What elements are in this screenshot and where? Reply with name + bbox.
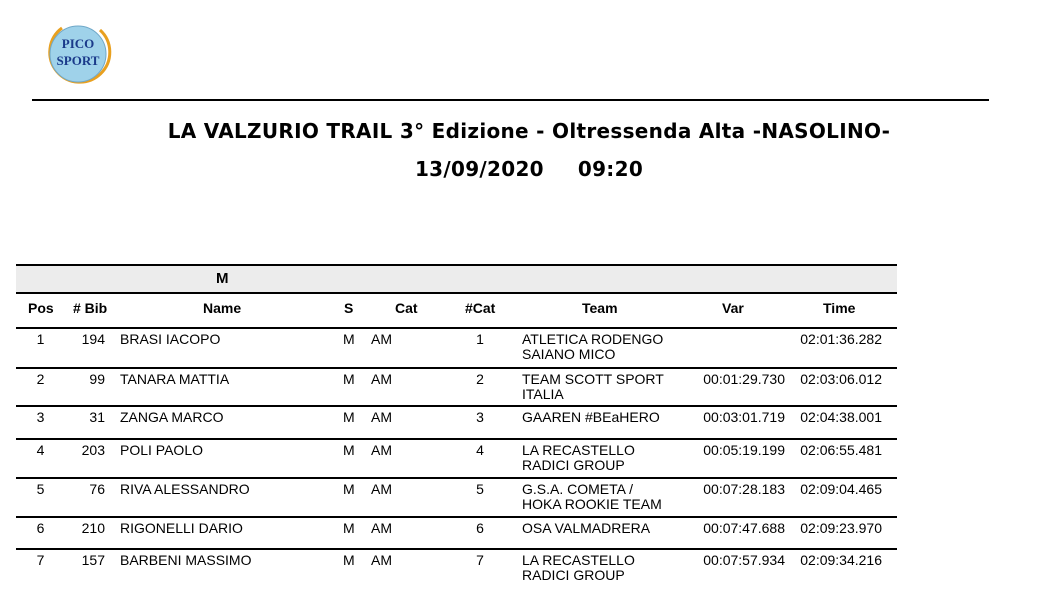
col-time: Time xyxy=(823,300,856,316)
cell-bib: 76 xyxy=(89,481,105,497)
cell-var: 00:07:47.688 xyxy=(703,520,785,536)
cell-sex: M xyxy=(343,371,355,387)
cell-name: BARBENI MASSIMO xyxy=(120,552,252,568)
cell-bib: 210 xyxy=(81,520,105,536)
cell-sex: M xyxy=(343,552,355,568)
cell-var: 00:07:57.934 xyxy=(703,552,785,568)
cell-bib: 203 xyxy=(81,442,105,458)
cell-cat-rank: 1 xyxy=(476,331,484,347)
cell-cat: AM xyxy=(371,520,392,536)
col-name: Name xyxy=(203,300,242,316)
pico-sport-logo xyxy=(42,20,114,86)
cell-var: 00:03:01.719 xyxy=(703,409,785,425)
cell-name: RIGONELLI DARIO xyxy=(120,520,243,536)
cell-time: 02:09:04.465 xyxy=(800,481,882,497)
cell-pos: 7 xyxy=(36,552,45,568)
cell-sex: M xyxy=(343,409,355,425)
cell-team xyxy=(522,410,687,425)
cell-cat-rank: 6 xyxy=(476,520,484,536)
cell-team xyxy=(522,553,687,583)
event-time: 09:20 xyxy=(577,157,644,181)
event-title: LA VALZURIO TRAIL 3° Edizione - Oltressenda Alta -NASOLINO- xyxy=(167,119,891,143)
table-row xyxy=(16,518,897,550)
cell-cat-rank: 5 xyxy=(476,481,484,497)
cell-cat-rank: 7 xyxy=(476,552,484,568)
event-date: 13/09/2020 xyxy=(414,157,544,181)
team-line-1: OSA VALMADRERA xyxy=(522,520,651,536)
cell-bib: 194 xyxy=(81,331,105,347)
team-line-1: G.S.A. COMETA / xyxy=(522,481,633,497)
table-row xyxy=(16,550,897,590)
cell-pos: 2 xyxy=(36,371,45,387)
table-row xyxy=(16,479,897,518)
category-label: M xyxy=(216,270,229,287)
cell-sex: M xyxy=(343,331,355,347)
event-datetime xyxy=(0,157,1058,181)
header-rule xyxy=(32,99,989,101)
cell-cat: AM xyxy=(371,442,392,458)
cell-pos: 4 xyxy=(36,442,45,458)
col-cat-rank: #Cat xyxy=(465,300,496,316)
team-line-1: ATLETICA RODENGO xyxy=(522,331,664,347)
col-pos: Pos xyxy=(28,300,54,316)
cell-var: 00:05:19.199 xyxy=(703,442,785,458)
cell-time: 02:06:55.481 xyxy=(800,442,882,458)
col-team: Team xyxy=(582,300,618,316)
team-line-2: HOKA ROOKIE TEAM xyxy=(522,496,662,512)
cell-time: 02:09:23.970 xyxy=(800,520,882,536)
cell-name: ZANGA MARCO xyxy=(120,409,224,425)
cell-name: BRASI IACOPO xyxy=(120,331,221,347)
cell-pos: 6 xyxy=(36,520,45,536)
cell-cat: AM xyxy=(371,331,392,347)
category-band xyxy=(16,264,897,294)
logo-text-line2: SPORT xyxy=(56,53,100,68)
cell-time: 02:03:06.012 xyxy=(800,371,882,387)
col-bib: # Bib xyxy=(73,300,108,316)
team-line-1: LA RECASTELLO xyxy=(522,442,635,458)
cell-cat-rank: 3 xyxy=(476,409,484,425)
team-line-2: SAIANO MICO xyxy=(522,346,616,362)
cell-pos: 3 xyxy=(36,409,45,425)
cell-sex: M xyxy=(343,520,355,536)
cell-bib: 157 xyxy=(81,552,105,568)
cell-cat-rank: 4 xyxy=(476,442,484,458)
cell-pos: 5 xyxy=(36,481,45,497)
team-line-2: RADICI GROUP xyxy=(522,457,625,473)
cell-team xyxy=(522,372,687,402)
cell-time: 02:01:36.282 xyxy=(800,331,882,347)
cell-cat: AM xyxy=(371,552,392,568)
team-line-2: RADICI GROUP xyxy=(522,567,625,583)
team-line-1: LA RECASTELLO xyxy=(522,552,635,568)
table-row xyxy=(16,407,897,440)
table-row xyxy=(16,329,897,369)
col-cat: Cat xyxy=(395,300,418,316)
cell-team xyxy=(522,443,687,473)
cell-var: 00:07:28.183 xyxy=(703,481,785,497)
col-sex: S xyxy=(344,300,354,316)
cell-var: 00:01:29.730 xyxy=(703,371,785,387)
cell-bib: 31 xyxy=(89,409,105,425)
team-line-1: TEAM SCOTT SPORT xyxy=(522,371,664,387)
cell-cat: AM xyxy=(371,409,392,425)
cell-team xyxy=(522,521,687,536)
cell-sex: M xyxy=(343,481,355,497)
cell-team xyxy=(522,482,687,512)
cell-time: 02:04:38.001 xyxy=(800,409,882,425)
col-var: Var xyxy=(722,300,744,316)
cell-name: TANARA MATTIA xyxy=(120,371,230,387)
cell-name: POLI PAOLO xyxy=(120,442,203,458)
cell-cat: AM xyxy=(371,481,392,497)
team-line-1: GAAREN #BEaHERO xyxy=(522,409,660,425)
cell-bib: 99 xyxy=(89,371,105,387)
cell-time: 02:09:34.216 xyxy=(800,552,882,568)
cell-cat-rank: 2 xyxy=(476,371,484,387)
cell-pos: 1 xyxy=(36,331,45,347)
logo-text-line1: PICO xyxy=(61,36,95,51)
table-row xyxy=(16,440,897,479)
table-header xyxy=(16,294,897,329)
team-line-2: ITALIA xyxy=(522,386,564,402)
cell-team xyxy=(522,332,687,362)
table-row xyxy=(16,369,897,407)
cell-cat: AM xyxy=(371,371,392,387)
cell-sex: M xyxy=(343,442,355,458)
cell-name: RIVA ALESSANDRO xyxy=(120,481,250,497)
